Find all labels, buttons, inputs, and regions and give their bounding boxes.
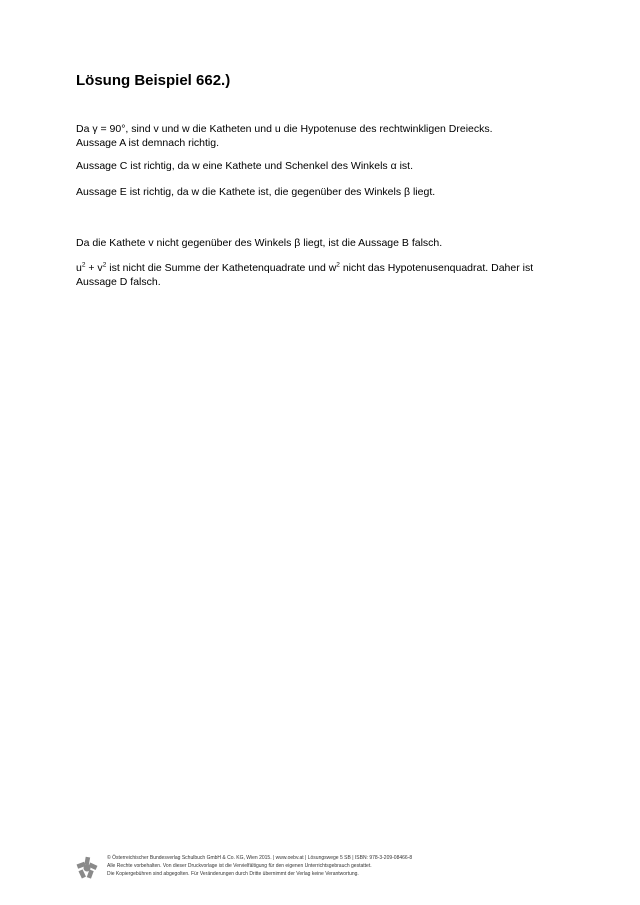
paragraph-1-line-2: Aussage A ist demnach richtig. (76, 137, 219, 149)
page-title: Lösung Beispiel 662.) (76, 72, 231, 89)
exponent-v: 2 (102, 261, 107, 269)
paragraph-1 (76, 122, 493, 150)
paragraph-4: Da die Kathete v nicht gegenüber des Winkels β liegt, ist die Aussage B falsch. (76, 237, 443, 249)
paragraph-3: Aussage E ist richtig, da w die Kathete ist, die gegenüber des Winkels β liegt. (76, 186, 436, 198)
var-u: u (76, 262, 82, 274)
paragraph-2: Aussage C ist richtig, da w eine Kathete und Schenkel des Winkels α ist. (76, 160, 413, 172)
footer-line-1: © Österreichischer Bundesverlag Schulbuch GmbH & Co. KG, Wien 2015. | www.oebv.at | Lösungswege 5 SB | ISBN: 978-3-209-08466-8 (107, 855, 413, 861)
paragraph-5-line-2: Aussage D falsch. (76, 276, 161, 288)
footer-line-2: Alle Rechte vorbehalten. Von dieser Druckvorlage ist die Vervielfältigung für den eigenen Unterrichtsgebrauch gestattet. (107, 863, 372, 869)
text-end: nicht das Hypotenusenquadrat. Daher ist (339, 262, 534, 274)
footer-line-3: Die Kopiergebühren sind abgegolten. Für Veränderungen durch Dritte übernimmt der Verlag keine Verantwortung. (107, 871, 359, 877)
plus-v: + v (85, 262, 103, 274)
paragraph-1-line-1: Da γ = 90°, sind v und w die Katheten und u die Hypotenuse des rechtwinkligen Dreiecks. (76, 123, 493, 135)
paragraph-5-line-1 (76, 261, 533, 275)
text-middle: ist nicht die Summe der Kathetenquadrate und w (106, 262, 337, 274)
exponent-w: 2 (336, 261, 340, 269)
footer-copyright (107, 854, 412, 878)
oebv-logo-icon (76, 856, 98, 880)
exponent-u: 2 (81, 261, 86, 269)
paragraph-5 (76, 261, 533, 289)
